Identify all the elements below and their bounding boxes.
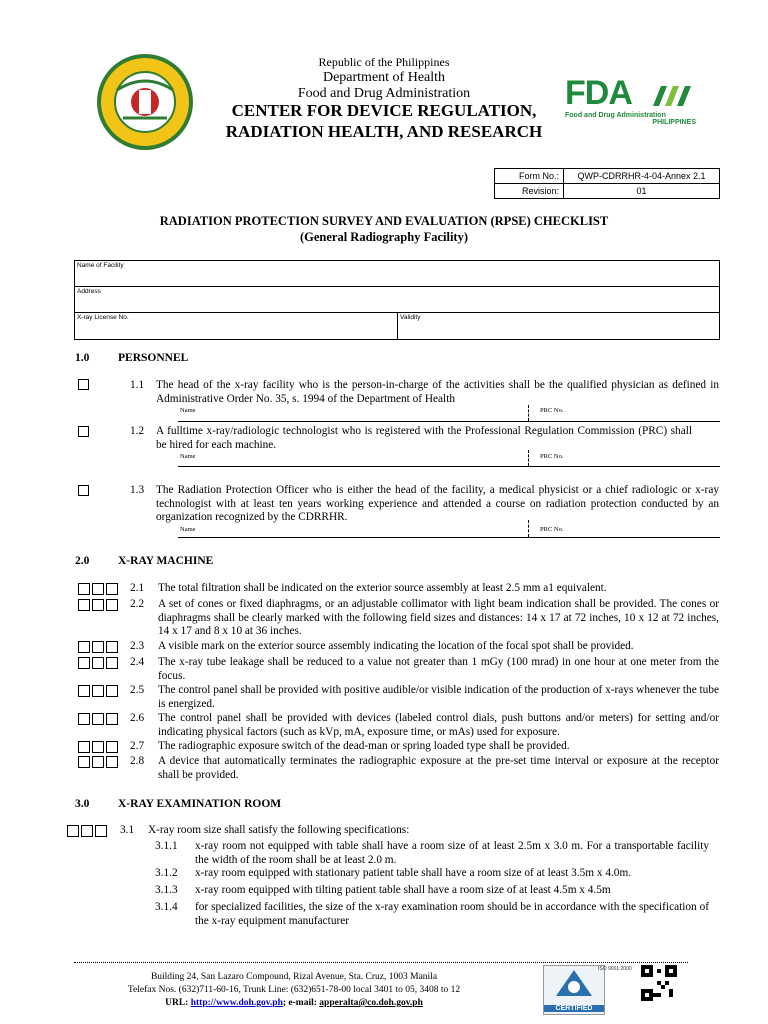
footer-divider xyxy=(74,962,688,963)
item-2-1-num: 2.1 xyxy=(130,582,145,594)
checkbox-1-2[interactable] xyxy=(78,426,89,437)
item-3-1-2-text: x-ray room equipped with stationary patient table shall have a room size of at least 3.5m x 4.0m. xyxy=(195,867,632,879)
item-3-1-num: 3.1 xyxy=(120,824,135,836)
checkbox-1-3[interactable] xyxy=(78,485,89,496)
checkbox-2-3-b[interactable] xyxy=(92,641,104,653)
fda-stripes-icon xyxy=(649,86,695,106)
checkbox-2-6-a[interactable] xyxy=(78,713,90,725)
item-2-6-num: 2.6 xyxy=(130,712,145,724)
checkbox-2-5-a[interactable] xyxy=(78,685,90,697)
checkbox-2-2-c[interactable] xyxy=(106,599,118,611)
tuv-triangle-icon xyxy=(544,966,604,1000)
item-1-3-text: The Radiation Protection Officer who is either the head of the facility, a medical physicist or a chief radiologic or x-ray technologist with at least ten years working experience and attended a course on radiation protection conducted by an organization recognized by the CDRRHR. xyxy=(156,484,719,524)
item-2-4-num: 2.4 xyxy=(130,656,145,668)
checkbox-2-4-c[interactable] xyxy=(106,657,118,669)
footer-telefax: Telefax Nos. (632)711-60-16, Trunk Line: (632)651-78-00 local 3401 to 05, 3408 to 12 xyxy=(127,985,461,995)
checkbox-2-5-b[interactable] xyxy=(92,685,104,697)
footer-address: Building 24, San Lazaro Compound, Rizal Avenue, Sta. Cruz, 1003 Manila xyxy=(150,972,438,982)
checkbox-2-7-b[interactable] xyxy=(92,741,104,753)
doh-url-link[interactable]: http://www.doh.gov.ph xyxy=(190,998,283,1008)
item-2-7-num: 2.7 xyxy=(130,740,145,752)
sec3-title: X-RAY EXAMINATION ROOM xyxy=(118,798,282,810)
facility-address-row[interactable] xyxy=(75,287,719,313)
license-divider xyxy=(397,313,398,339)
sigdiv-1-1 xyxy=(528,405,529,421)
checkbox-2-6-c[interactable] xyxy=(106,713,118,725)
sec3-num: 3.0 xyxy=(75,798,90,810)
item-2-5-text: The control panel shall be provided with positive audible/or visible indication of the production of x-rays whenever the tube is energized. xyxy=(158,684,719,710)
checkbox-2-8-a[interactable] xyxy=(78,756,90,768)
prc-label-1-1: PRC No. xyxy=(540,407,564,414)
checkbox-2-8-b[interactable] xyxy=(92,756,104,768)
checkbox-2-8-c[interactable] xyxy=(106,756,118,768)
checkbox-group-2-3 xyxy=(78,641,118,653)
item-3-1-4-num: 3.1.4 xyxy=(155,901,178,913)
sec1-title: PERSONNEL xyxy=(118,352,189,364)
item-2-3-num: 2.3 xyxy=(130,640,145,652)
item-1-1-num: 1.1 xyxy=(130,379,145,391)
checklist-subtitle: (General Radiography Facility) xyxy=(299,230,469,244)
form-no-value: QWP-CDRRHR-4-04-Annex 2.1 xyxy=(564,169,720,184)
checkbox-3-1-b[interactable] xyxy=(81,825,93,837)
item-2-8-text: A device that automatically terminates the radiographic exposure at the pre-set time interval or exposure at the receptor shall be provided. xyxy=(158,755,719,781)
form-no-label: Form No.: xyxy=(495,169,564,184)
checkbox-group-2-7 xyxy=(78,741,118,753)
checkbox-2-7-a[interactable] xyxy=(78,741,90,753)
checkbox-2-3-a[interactable] xyxy=(78,641,90,653)
name-label-1-2: Name xyxy=(180,453,196,460)
cert-label: CERTIFIED xyxy=(544,1005,604,1012)
center-title-line2: RADIATION HEALTH, AND RESEARCH xyxy=(225,122,543,141)
sec1-num: 1.0 xyxy=(75,352,90,364)
prc-label-1-3: PRC No. xyxy=(540,526,564,533)
checkbox-group-2-2 xyxy=(78,599,118,611)
checkbox-2-2-a[interactable] xyxy=(78,599,90,611)
fda-logo-text: FDA xyxy=(565,74,632,112)
revision-value: 01 xyxy=(564,184,720,199)
item-3-1-text: X-ray room size shall satisfy the following specifications: xyxy=(148,824,410,836)
item-3-1-4-text: for specialized facilities, the size of the x-ray examination room should be in accordance with the specification of the x-ray equipment manufacturer xyxy=(195,901,709,927)
item-3-1-3-text: x-ray room equipped with tilting patient table shall have a room size of at least 4.5m x 4.5m xyxy=(195,884,611,896)
sigline-1-2[interactable] xyxy=(178,465,720,467)
item-1-2-text: A fulltime x-ray/radiologic technologist who is registered with the Professional Regulation Commission (PRC) shall be hired for each machine. xyxy=(156,425,692,451)
address-label: Address xyxy=(77,288,101,295)
iso-text: ISO 9001:2000 xyxy=(598,966,632,972)
revision-label: Revision: xyxy=(495,184,564,199)
item-1-2-num: 1.2 xyxy=(130,425,145,437)
sigdiv-1-2 xyxy=(528,450,529,466)
fda-logo-sub1: Food and Drug Administration xyxy=(565,112,666,119)
item-2-4-text: The x-ray tube leakage shall be reduced to a value not greater than 1 mGy (100 mrad) in one hour at one meter from the focus. xyxy=(158,656,719,682)
checkbox-group-2-6 xyxy=(78,713,118,725)
item-1-1-text: The head of the x-ray facility who is the person-in-charge of the activities shall be the qualified physician as defined in Administrative Order No. 35, s. 1994 of the Department of Health xyxy=(156,379,719,405)
dept-text: Department of Health xyxy=(322,70,446,85)
sigline-1-1[interactable] xyxy=(178,420,720,422)
item-2-8-num: 2.8 xyxy=(130,755,145,767)
item-3-1-1-num: 3.1.1 xyxy=(155,840,178,852)
checkbox-group-3-1 xyxy=(67,825,107,837)
name-label-1-3: Name xyxy=(180,526,196,533)
checkbox-3-1-a[interactable] xyxy=(67,825,79,837)
checkbox-2-7-c[interactable] xyxy=(106,741,118,753)
email-label: ; e-mail: xyxy=(282,998,320,1008)
sigdiv-1-3 xyxy=(528,520,529,537)
validity-label: Validity xyxy=(400,314,421,321)
checkbox-group-2-1 xyxy=(78,583,118,595)
license-label: X-ray License No. xyxy=(77,314,129,321)
item-2-1-text: The total filtration shall be indicated on the exterior source assembly at least 2.5 mm a1 equivalent. xyxy=(158,582,607,594)
item-3-1-1-text: x-ray room not equipped with table shall have a room size of at least 2.5m x 3.0 m. For a transportable facility the width of the room shall be at least 2.0 m. xyxy=(195,840,709,866)
checkbox-2-1-c[interactable] xyxy=(106,583,118,595)
facility-name-row[interactable] xyxy=(75,261,719,287)
item-1-3-num: 1.3 xyxy=(130,484,145,496)
sec2-num: 2.0 xyxy=(75,555,90,567)
checkbox-3-1-c[interactable] xyxy=(95,825,107,837)
checkbox-group-2-8 xyxy=(78,756,118,768)
prc-label-1-2: PRC No. xyxy=(540,453,564,460)
facility-info-box xyxy=(74,260,720,340)
checkbox-2-4-a[interactable] xyxy=(78,657,90,669)
item-2-3-text: A visible mark on the exterior source assembly indicating the location of the focal spot shall be provided. xyxy=(158,640,634,652)
email-link[interactable]: apperalta@co.doh.gov.ph xyxy=(319,998,423,1008)
checkbox-2-6-b[interactable] xyxy=(92,713,104,725)
qr-code-icon xyxy=(641,965,677,1001)
item-2-6-text: The control panel shall be provided with devices (labeled control dials, push buttons and/or meters) for setting and/or indicating physical factors (such as kVp, mA, exposure time, or mAs) used for exposure. xyxy=(158,712,719,738)
qr-code xyxy=(641,965,677,1001)
fda-text: Food and Drug Administration xyxy=(297,86,471,101)
tuv-cert-logo xyxy=(543,965,605,1015)
checkbox-2-2-b[interactable] xyxy=(92,599,104,611)
item-2-2-text: A set of cones or fixed diaphragms, or an adjustable collimator with light beam indication shall be provided. The cones or diaphragms shall be clearly marked with the following field sizes and distances: 14 x 17 at 72 inches, 10 x 12 at 72 inches, 14 x 17 and 8 x 10 at 36 inches. xyxy=(158,598,719,638)
checklist-title: RADIATION PROTECTION SURVEY AND EVALUATION (RPSE) CHECKLIST xyxy=(159,214,609,228)
checkbox-2-1-b[interactable] xyxy=(92,583,104,595)
checkbox-group-2-4 xyxy=(78,657,118,669)
sigline-1-3[interactable] xyxy=(178,536,720,538)
fda-logo xyxy=(565,76,700,136)
fda-logo-sub2: PHILIPPINES xyxy=(652,119,696,126)
facility-name-label: Name of Facility xyxy=(77,262,124,269)
checkbox-2-4-b[interactable] xyxy=(92,657,104,669)
item-2-2-num: 2.2 xyxy=(130,598,145,610)
sec2-title: X-RAY MACHINE xyxy=(118,555,214,567)
checkbox-2-1-a[interactable] xyxy=(78,583,90,595)
republic-text: Republic of the Philippines xyxy=(318,55,450,69)
checkbox-group-2-5 xyxy=(78,685,118,697)
item-2-5-num: 2.5 xyxy=(130,684,145,696)
url-label: URL: xyxy=(165,998,191,1008)
form-info-table xyxy=(494,168,720,199)
item-2-7-text: The radiographic exposure switch of the dead-man or spring loaded type shall be provided. xyxy=(158,740,570,752)
checkbox-1-1[interactable] xyxy=(78,379,89,390)
license-row xyxy=(75,313,719,339)
center-title-line1: CENTER FOR DEVICE REGULATION, xyxy=(231,101,537,120)
item-3-1-2-num: 3.1.2 xyxy=(155,867,178,879)
checkbox-2-3-c[interactable] xyxy=(106,641,118,653)
item-3-1-3-num: 3.1.3 xyxy=(155,884,178,896)
checkbox-2-5-c[interactable] xyxy=(106,685,118,697)
name-label-1-1: Name xyxy=(180,407,196,414)
